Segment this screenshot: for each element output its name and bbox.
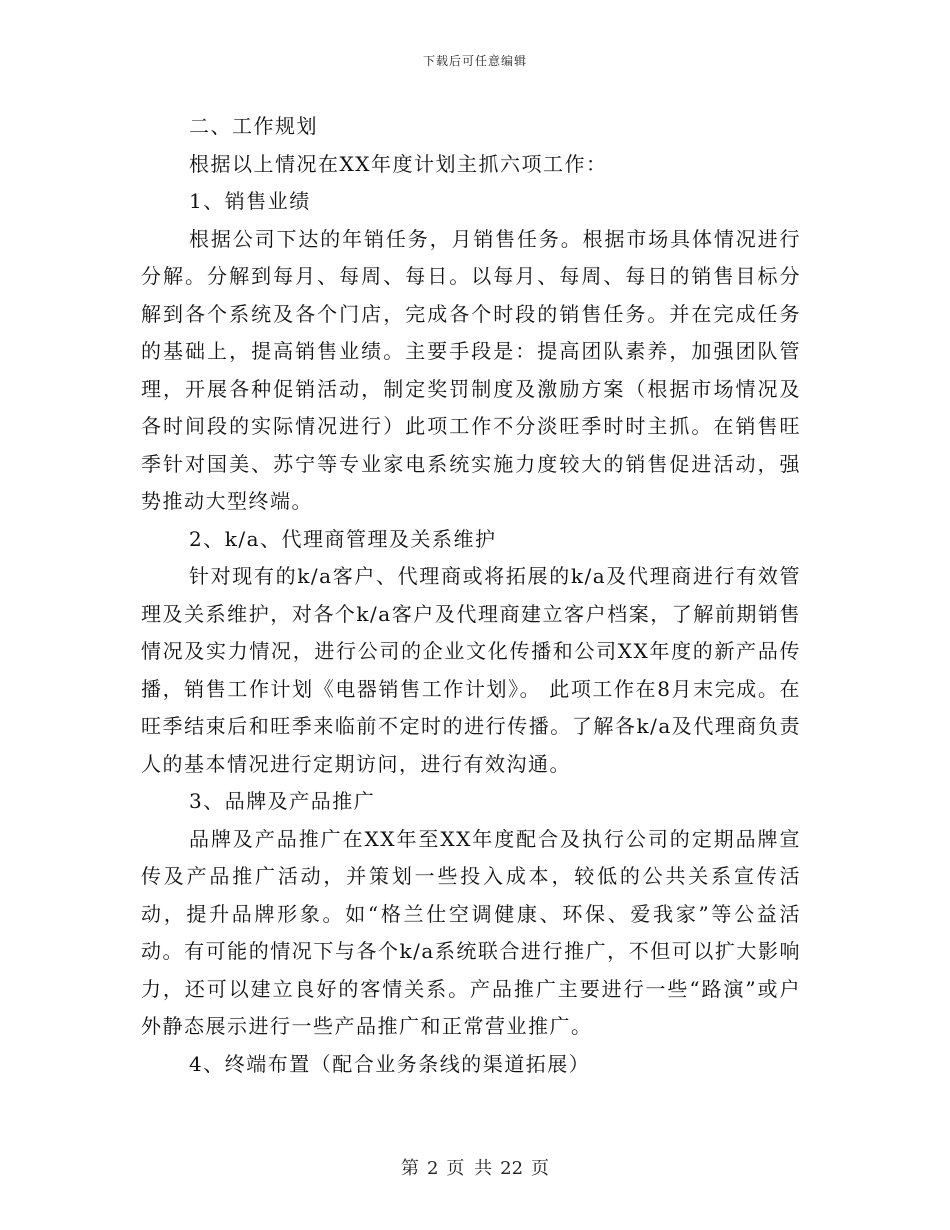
- intro-paragraph: 根据以上情况在XX年度计划主抓六项工作：: [189, 151, 608, 176]
- footer-suffix: 页: [531, 1158, 550, 1179]
- footer-prefix: 第: [400, 1158, 419, 1179]
- item-heading-ka-agent-management: 2、k/a、代理商管理及关系维护: [189, 526, 497, 551]
- item-heading-terminal-layout: 4、终端布置（配合业务条线的渠道拓展）: [189, 1051, 591, 1076]
- item-heading-brand-promotion: 3、品牌及产品推广: [189, 789, 376, 813]
- footer-current-page: 2: [426, 1158, 439, 1179]
- paragraph-brand-promotion: 品牌及产品推广在XX年至XX年度配合及执行公司的定期品牌宣传及产品推广活动，并策划一些投入成本，较低的公共关系宣传活动，提升品牌形象。如“格兰仕空调健康、环保、爱我家”等公益活动。有可能的情况下与各个k/a系统联合进行推广，不但可以扩大影响力，还可以建立良好的客情关系。产品推广主要进行一些“路演”或户外静态展示进行一些产品推广和正常营业推广。: [141, 826, 801, 1038]
- page-number-footer: [0, 1154, 950, 1180]
- footer-total-pages: 22: [500, 1158, 524, 1179]
- page-header-note: 下载后可任意编辑: [422, 54, 527, 68]
- paragraph-sales-performance: 根据公司下达的年销任务，月销售任务。根据市场具体情况进行分解。分解到每月、每周、每日。以每月、每周、每日的销售目标分解到各个系统及各个门店，完成各个时段的销售任务。并在完成任务的基础上，提高销售业绩。主要手段是：提高团队素养，加强团队管理，开展各种促销活动，制定奖罚制度及激励方案（根据市场情况及各时间段的实际情况进行）此项工作不分淡旺季时时主抓。在销售旺季针对国美、苏宁等专业家电系统实施力度较大的销售促进活动，强势推动大型终端。: [141, 226, 801, 513]
- paragraph-ka-agent-management: 针对现有的k/a客户、代理商或将拓展的k/a及代理商进行有效管理及关系维护，对各个k/a客户及代理商建立客户档案，了解前期销售情况及实力情况，进行公司的企业文化传播和公司XX年度的新产品传播，销售工作计划《电器销售工作计划》。 此项工作在8月末完成。在旺季结束后和旺季来临前不定时的进行传播。了解各k/a及代理商负责人的基本情况进行定期访问，进行有效沟通。: [141, 564, 801, 776]
- item-heading-sales-performance: 1、销售业绩: [189, 189, 311, 213]
- section-heading-work-plan: 二、工作规划: [189, 114, 318, 138]
- footer-middle: 页 共: [446, 1158, 493, 1179]
- document-body: [141, 108, 801, 1083]
